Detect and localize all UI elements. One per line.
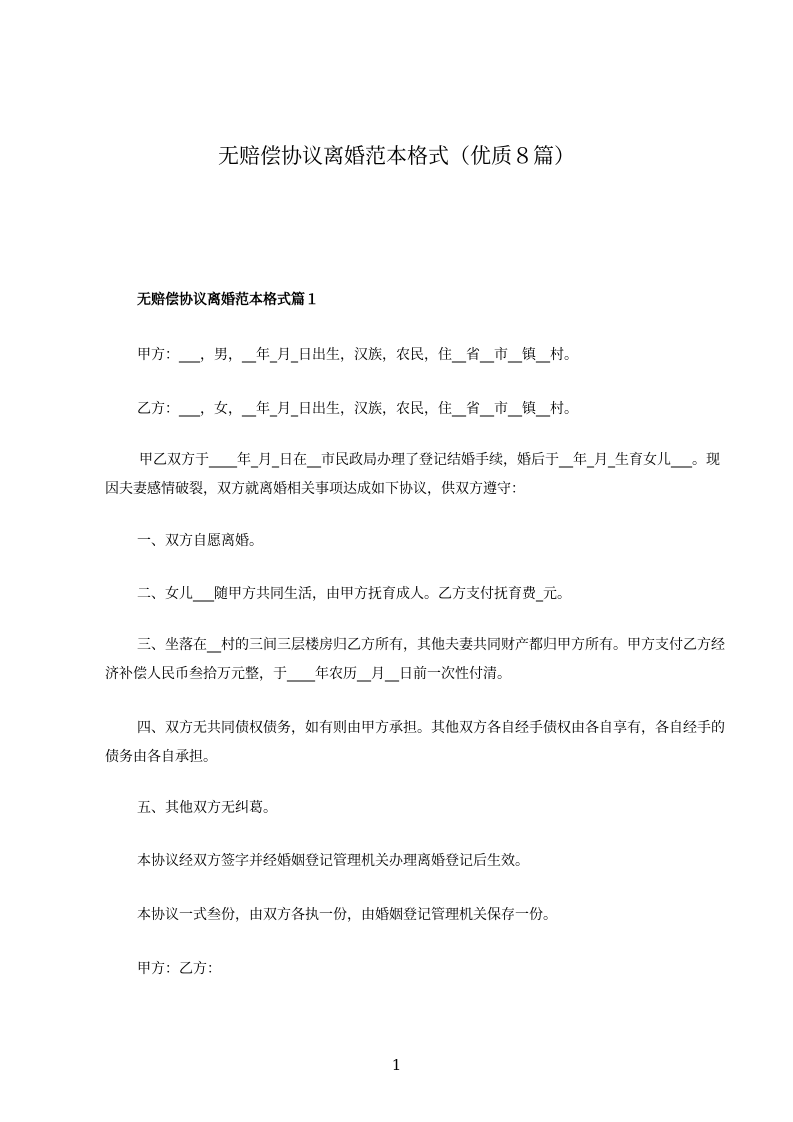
paragraph-clause-2: 二、女儿___随甲方共同生活，由甲方抚育成人。乙方支付抚育费_元。	[137, 586, 571, 602]
document-title: 无赔偿协议离婚范本格式（优质８篇）	[218, 144, 575, 168]
paragraph-clause-3	[105, 631, 725, 689]
paragraph-clause-5: 五、其他双方无纠葛。	[137, 800, 277, 816]
paragraph-clause-1: 一、双方自愿离婚。	[137, 533, 263, 549]
paragraph-effective: 本协议经双方签字并经婚姻登记管理机关办理离婚登记后生效。	[137, 853, 529, 869]
paragraph-party-b: 乙方：___，女，__年_月_日出生，汉族，农民，住__省__市__镇__村。	[137, 401, 578, 417]
paragraph-clause-3-text: 三、坐落在__村的三间三层楼房归乙方所有，其他夫妻共同财产都归甲方所有。甲方支付乙方经济补偿人民币叁拾万元整，于____年农历__月__日前一次性付清。	[105, 637, 725, 682]
paragraph-clause-4	[105, 714, 725, 772]
section-heading: 无赔偿协议离婚范本格式篇１	[137, 292, 319, 308]
page-number: 1	[391, 1056, 402, 1074]
signature-line: 甲方：乙方：	[137, 961, 221, 977]
paragraph-clause-4-text: 四、双方无共同债权债务，如有则由甲方承担。其他双方各自经手债权由各自享有，各自经手的债务由各自承担。	[105, 720, 725, 765]
paragraph-marriage-info-text: 甲乙双方于____年_月_日在__市民政局办理了登记结婚手续，婚后于__年_月_生育女儿___。现因夫妻感情破裂，双方就离婚相关事项达成如下协议，供双方遵守：	[105, 452, 720, 497]
paragraph-copies: 本协议一式叁份，由双方各执一份，由婚姻登记管理机关保存一份。	[137, 907, 557, 923]
paragraph-party-a: 甲方：___，男，__年_月_日出生，汉族，农民，住__省__市__镇__村。	[137, 347, 578, 363]
paragraph-marriage-info	[105, 446, 725, 504]
